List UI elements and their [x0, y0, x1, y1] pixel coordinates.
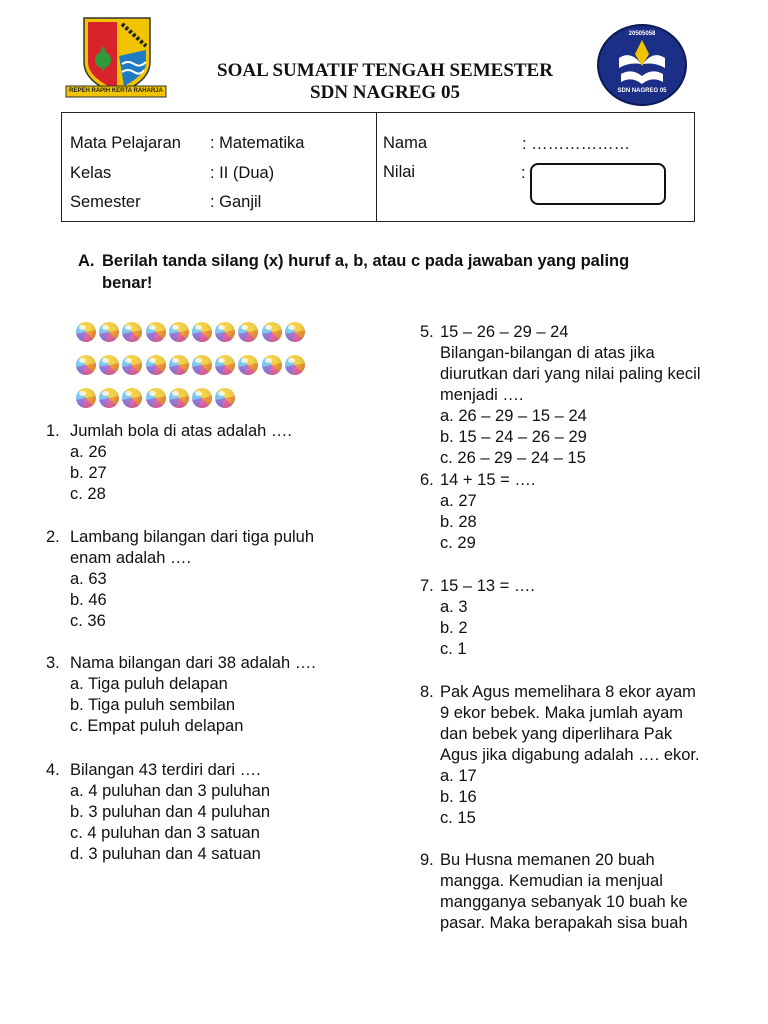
- question-number: 3.: [46, 654, 60, 672]
- question-item: [420, 470, 760, 554]
- answer-option[interactable]: c. 36: [70, 612, 106, 630]
- kelas-value: : II (Dua): [210, 164, 275, 182]
- school-logo: [597, 24, 687, 106]
- beach-ball-icon: [99, 355, 119, 375]
- nilai-score-box[interactable]: [530, 163, 666, 205]
- nama-label: Nama: [383, 134, 428, 152]
- beach-ball-icon: [76, 322, 96, 342]
- ball-illustration: [76, 322, 316, 414]
- beach-ball-icon: [146, 322, 166, 342]
- question-item: [420, 682, 760, 829]
- section-label: A.: [78, 252, 95, 270]
- crest-motto: REPEH RAPIH KERTA RAHARJA: [69, 88, 163, 94]
- beach-ball-icon: [215, 322, 235, 342]
- instruction: [78, 250, 698, 294]
- semester-label: Semester: [70, 193, 141, 211]
- question-text: 15 – 26 – 29 – 24: [440, 323, 569, 341]
- beach-ball-icon: [238, 355, 258, 375]
- beach-ball-icon: [169, 322, 189, 342]
- beach-ball-icon: [215, 388, 235, 408]
- answer-option[interactable]: c. 15: [440, 809, 476, 827]
- question-text: enam adalah ….: [70, 549, 192, 567]
- answer-option[interactable]: c. Empat puluh delapan: [70, 717, 244, 735]
- question-text: Bilangan 43 terdiri dari ….: [70, 761, 261, 779]
- answer-option[interactable]: c. 28: [70, 485, 106, 503]
- nilai-colon: :: [521, 164, 526, 182]
- question-item: [420, 322, 760, 469]
- question-text: Jumlah bola di atas adalah ….: [70, 422, 292, 440]
- beach-ball-icon: [285, 355, 305, 375]
- question-item: [420, 576, 760, 660]
- question-text: diurutkan dari yang nilai paling kecil: [440, 365, 701, 383]
- beach-ball-icon: [76, 355, 96, 375]
- question-number: 1.: [46, 422, 60, 440]
- question-item: [46, 527, 386, 632]
- title-line-1: SOAL SUMATIF TENGAH SEMESTER: [217, 60, 553, 81]
- beach-ball-icon: [122, 322, 142, 342]
- question-text: dan bebek yang diperlihara Pak: [440, 725, 673, 743]
- answer-option[interactable]: a. 26 – 29 – 15 – 24: [440, 407, 587, 425]
- answer-option[interactable]: a. 27: [440, 492, 477, 510]
- beach-ball-icon: [192, 355, 212, 375]
- answer-option[interactable]: b. 28: [440, 513, 477, 531]
- beach-ball-icon: [192, 388, 212, 408]
- answer-option[interactable]: c. 26 – 29 – 24 – 15: [440, 449, 586, 467]
- answer-option[interactable]: a. 26: [70, 443, 107, 461]
- semester-value: : Ganjil: [210, 193, 262, 211]
- document-title: [170, 60, 600, 104]
- beach-ball-icon: [192, 322, 212, 342]
- question-item: [46, 760, 386, 865]
- beach-ball-icon: [146, 355, 166, 375]
- answer-option[interactable]: a. 17: [440, 767, 477, 785]
- question-number: 2.: [46, 528, 60, 546]
- question-text: 15 – 13 = ….: [440, 577, 535, 595]
- question-text: pasar. Maka berapakah sisa buah: [440, 914, 688, 932]
- school-logo-name: SDN NAGREG 05: [617, 88, 667, 94]
- question-text: Lambang bilangan dari tiga puluh: [70, 528, 315, 546]
- kelas-label: Kelas: [70, 164, 112, 182]
- beach-ball-icon: [76, 388, 96, 408]
- nilai-label: Nilai: [383, 163, 416, 181]
- answer-option[interactable]: a. 4 puluhan dan 3 puluhan: [70, 782, 271, 800]
- question-number: 8.: [420, 683, 434, 701]
- beach-ball-icon: [169, 355, 189, 375]
- answer-option[interactable]: a. 3: [440, 598, 468, 616]
- question-text: Bu Husna memanen 20 buah: [440, 851, 655, 869]
- question-text: Pak Agus memelihara 8 ekor ayam: [440, 683, 696, 701]
- beach-ball-icon: [99, 388, 119, 408]
- mapel-label: Mata Pelajaran: [70, 134, 181, 152]
- table-divider: [376, 112, 377, 222]
- question-text: 14 + 15 = ….: [440, 471, 536, 489]
- question-number: 5.: [420, 323, 434, 341]
- question-number: 4.: [46, 761, 60, 779]
- answer-option[interactable]: a. Tiga puluh delapan: [70, 675, 228, 693]
- instruction-line-1: Berilah tanda silang (x) huruf a, b, atau c pada jawaban yang paling: [102, 252, 630, 270]
- district-crest-logo: [64, 16, 168, 100]
- answer-option[interactable]: b. 27: [70, 464, 107, 482]
- question-number: 6.: [420, 471, 434, 489]
- answer-option[interactable]: d. 3 puluhan dan 4 satuan: [70, 845, 261, 863]
- beach-ball-icon: [122, 388, 142, 408]
- nama-field[interactable]: : ………………: [522, 135, 631, 153]
- answer-option[interactable]: b. 15 – 24 – 26 – 29: [440, 428, 587, 446]
- question-text: mangganya sebanyak 10 buah ke: [440, 893, 688, 911]
- question-item: [46, 653, 386, 737]
- mapel-value: : Matematika: [210, 134, 305, 152]
- question-text: mangga. Kemudian ia menjual: [440, 872, 663, 890]
- answer-option[interactable]: c. 4 puluhan dan 3 satuan: [70, 824, 260, 842]
- question-item: [46, 421, 386, 505]
- question-text: Nama bilangan dari 38 adalah ….: [70, 654, 316, 672]
- answer-option[interactable]: b. 3 puluhan dan 4 puluhan: [70, 803, 271, 821]
- question-number: 9.: [420, 851, 434, 869]
- beach-ball-icon: [215, 355, 235, 375]
- answer-option[interactable]: b. 2: [440, 619, 468, 637]
- beach-ball-icon: [146, 388, 166, 408]
- answer-option[interactable]: c. 1: [440, 640, 467, 658]
- answer-option[interactable]: b. 46: [70, 591, 107, 609]
- beach-ball-icon: [262, 322, 282, 342]
- answer-option[interactable]: a. 63: [70, 570, 107, 588]
- question-number: 7.: [420, 577, 434, 595]
- beach-ball-icon: [122, 355, 142, 375]
- question-text: 9 ekor bebek. Maka jumlah ayam: [440, 704, 684, 722]
- answer-option[interactable]: b. 16: [440, 788, 477, 806]
- question-item: [420, 850, 760, 934]
- question-text: Agus jika digabung adalah …. ekor.: [440, 746, 700, 764]
- beach-ball-icon: [285, 322, 305, 342]
- answer-option[interactable]: c. 29: [440, 534, 476, 552]
- beach-ball-icon: [262, 355, 282, 375]
- beach-ball-icon: [99, 322, 119, 342]
- beach-ball-icon: [169, 388, 189, 408]
- beach-ball-icon: [238, 322, 258, 342]
- question-text: Bilangan-bilangan di atas jika: [440, 344, 655, 362]
- school-logo-code: 20505058: [628, 31, 656, 37]
- title-line-2: SDN NAGREG 05: [310, 82, 460, 103]
- instruction-line-2: benar!: [102, 274, 153, 292]
- question-text: menjadi ….: [440, 386, 524, 404]
- answer-option[interactable]: b. Tiga puluh sembilan: [70, 696, 236, 714]
